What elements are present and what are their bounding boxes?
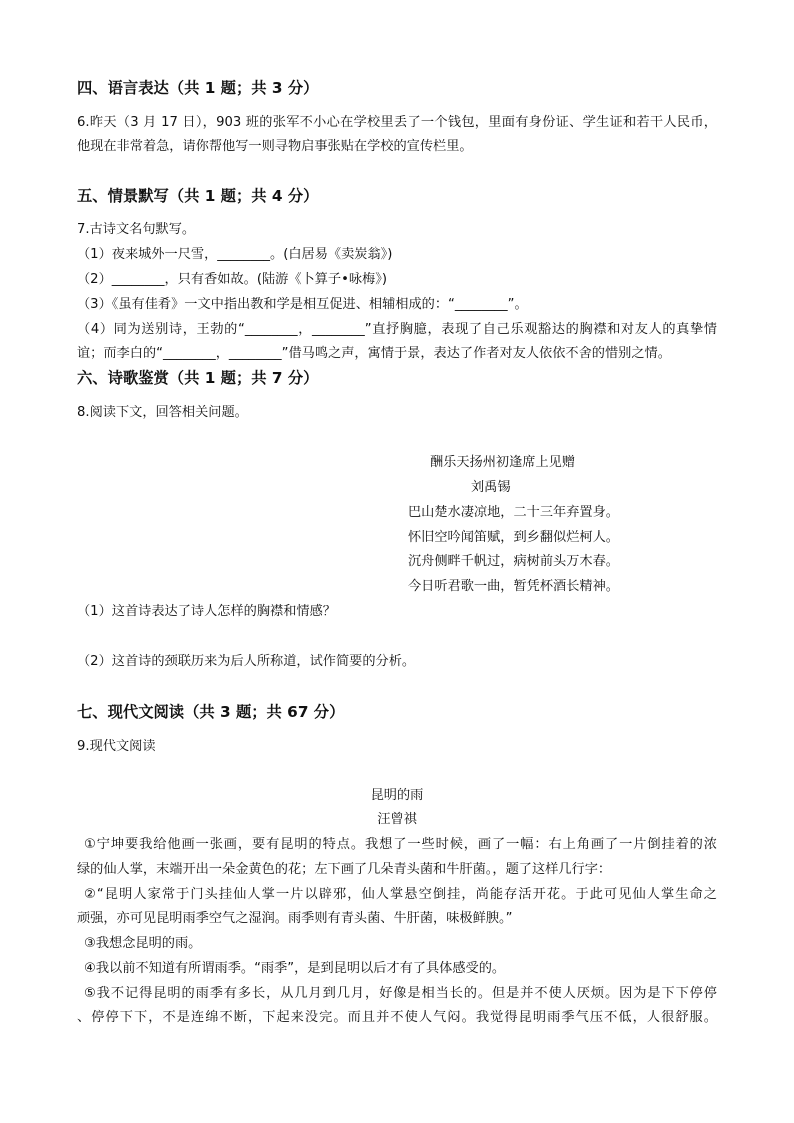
article-paragraph-line: ②“昆明人家常于门头挂仙人掌一片以辟邪，仙人掌悬空倒挂，尚能存活开花。于此可见仙人掌生命之 xyxy=(84,887,717,902)
section-heading-scene-recitation: 五、情景默写（共 1 题；共 4 分） xyxy=(77,187,319,205)
question-8-sub-1: （1）这首诗表达了诗人怎样的胸襟和情感？ xyxy=(77,604,336,619)
poem-title: 酬乐天扬州初逢席上见赠 xyxy=(430,455,576,470)
article-title: 昆明的雨 xyxy=(370,788,424,803)
poem-line: 巴山楚水凄凉地，二十三年弃置身。 xyxy=(408,505,619,520)
question-7-item-1: （1）夜来城外一尺雪，________。(白居易《卖炭翁》) xyxy=(77,247,393,262)
article-paragraph-line: 绿的仙人掌，末端开出一朵金黄色的花；左下画了几朵青头菌和牛肝菌。，题了这样几行字： xyxy=(77,862,612,877)
poem-line: 怀旧空吟闻笛赋，到乡翻似烂柯人。 xyxy=(408,530,619,545)
section-heading-poetry-appreciation: 六、诗歌鉴赏（共 1 题；共 7 分） xyxy=(77,369,319,387)
question-7-item-4-line-1: （4）同为送别诗，王勃的“________，________”直抒胸臆，表现了自己乐观豁达的胸襟和对友人的真挚情 xyxy=(77,322,717,337)
question-7-item-2: （2）________，只有香如故。(陆游《卜算子•咏梅》) xyxy=(77,272,387,287)
article-paragraph-line: 、停停下下，不是连绵不断，下起来没完。而且并不使人气闷。我觉得昆明雨季气压不低，人很舒服。 xyxy=(77,1010,717,1025)
article-paragraph-line: 顽强，亦可见昆明雨季空气之湿润。雨季则有青头菌、牛肝菌，味极鲜腴。” xyxy=(77,911,513,926)
article-paragraph-line: ⑤我不记得昆明的雨季有多长，从几月到几月，好像是相当长的。但是并不使人厌烦。因为是下下停停 xyxy=(84,986,717,1001)
question-6-line-1: 6.昨天（3 月 17 日），903 班的张军不小心在学校里丢了一个钱包，里面有身份证、学生证和若干人民币， xyxy=(77,115,717,130)
question-9-intro: 9.现代文阅读 xyxy=(77,739,156,754)
article-paragraph-line: ③我想念昆明的雨。 xyxy=(84,936,202,951)
poem-line: 沉舟侧畔千帆过，病树前头万木春。 xyxy=(408,554,619,569)
question-7-item-3: （3）《虽有佳肴》一文中指出教和学是相互促进、相辅相成的：“________”。 xyxy=(77,297,528,312)
article-author: 汪曾祺 xyxy=(377,812,417,827)
poem-author: 刘禹锡 xyxy=(471,480,511,495)
question-8-intro: 8.阅读下文，回答相关问题。 xyxy=(77,405,248,420)
question-7-intro: 7.古诗文名句默写。 xyxy=(77,222,196,237)
question-8-sub-2: （2）这首诗的颈联历来为后人所称道，试作简要的分析。 xyxy=(77,654,416,669)
question-6-line-2: 他现在非常着急，请你帮他写一则寻物启事张贴在学校的宣传栏里。 xyxy=(77,139,473,154)
section-heading-modern-reading: 七、现代文阅读（共 3 题；共 67 分） xyxy=(77,703,345,721)
section-heading-language-expression: 四、语言表达（共 1 题；共 3 分） xyxy=(77,79,319,97)
question-7-item-4-line-2: 谊；而李白的“________，________”借马鸣之声，寓情于景，表达了作者对友人依依不舍的惜别之情。 xyxy=(77,346,671,361)
article-paragraph-line: ①宁坤要我给他画一张画，要有昆明的特点。我想了一些时候，画了一幅：右上角画了一片倒挂着的浓 xyxy=(84,837,717,852)
poem-line: 今日听君歌一曲，暂凭杯酒长精神。 xyxy=(408,579,619,594)
article-paragraph-line: ④我以前不知道有所谓雨季。“雨季”，是到昆明以后才有了具体感受的。 xyxy=(84,961,506,976)
